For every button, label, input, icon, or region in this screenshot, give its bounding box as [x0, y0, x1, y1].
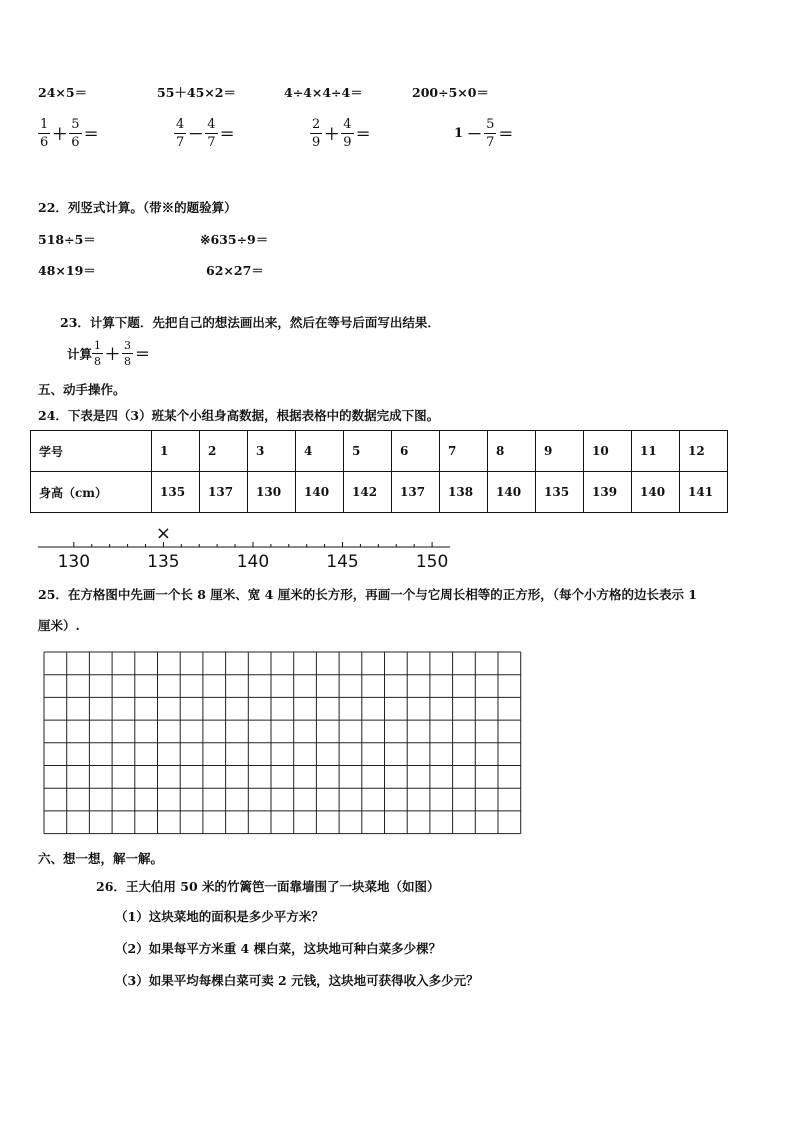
expr-48x19: 48×19＝	[38, 263, 96, 278]
number-line-label: 140	[236, 552, 270, 572]
question-24-title: 24．下表是四（3）班某个小组身高数据，根据表格中的数据完成下图。	[38, 408, 440, 423]
fraction-expr-2: $\frac{4}{7}$ － $\frac{4}{7}$ ＝	[176, 117, 235, 150]
height-cell: 140	[488, 472, 536, 513]
number-line-label: 150	[415, 552, 449, 572]
height-cell: 138	[440, 472, 488, 513]
question-25-line-2: 厘米）.	[38, 618, 80, 633]
student-number-cell: 9	[536, 431, 584, 472]
number-line-label: 145	[326, 552, 359, 572]
student-number-cell: 8	[488, 431, 536, 472]
question-23-title: 23．计算下题．先把自己的想法画出来，然后在等号后面写出结果．	[60, 315, 440, 330]
number-line-label: 130	[57, 552, 91, 572]
student-number-cell: 7	[440, 431, 488, 472]
height-cell: 140	[296, 472, 344, 513]
table-row	[31, 472, 728, 513]
expr-24x5: 24×5＝	[38, 85, 88, 100]
row-header-height: 身高（cm）	[31, 472, 152, 513]
height-cell: 137	[200, 472, 248, 513]
expr-518div5: 518÷5＝	[38, 232, 96, 247]
question-25-line-1: 25．在方格图中先画一个长 8 厘米、宽 4 厘米的长方形，再画一个与它周长相等的正方形，（每个小方格的边长表示 1	[38, 587, 697, 602]
height-cell: 137	[392, 472, 440, 513]
number-line-label: 135	[147, 552, 180, 572]
height-cell: 139	[584, 472, 632, 513]
question-23-expr: 计算 $\frac{1}{8}$ ＋ $\frac{3}{8}$ ＝	[67, 339, 151, 368]
expr-62x27: 62×27＝	[206, 263, 264, 278]
table-row	[31, 431, 728, 472]
section-5-heading: 五、动手操作。	[38, 382, 126, 397]
student-number-cell: 5	[344, 431, 392, 472]
expr-200div5x0: 200÷5×0＝	[412, 85, 489, 100]
fraction-expr-1: $\frac{1}{6}$ ＋ $\frac{5}{6}$ ＝	[40, 117, 99, 150]
question-26-sub-3: （3）如果平均每棵白菜可卖 2 元钱，这块地可获得收入多少元？	[115, 973, 479, 988]
number-line-marker: ×	[155, 523, 171, 544]
student-number-cell: 11	[632, 431, 680, 472]
height-cell: 140	[632, 472, 680, 513]
student-number-cell: 2	[200, 431, 248, 472]
height-data-table	[30, 430, 728, 513]
expr-55-45x2: 55＋45×2＝	[157, 85, 236, 100]
question-26-sub-2: （2）如果每平方米重 4 棵白菜，这块地可种白菜多少棵？	[115, 941, 442, 956]
fraction-expr-3: $\frac{2}{9}$ ＋ $\frac{4}{9}$ ＝	[312, 117, 371, 150]
number-line	[0, 515, 794, 575]
row-header-number: 学号	[31, 431, 152, 472]
height-cell: 135	[536, 472, 584, 513]
student-number-cell: 12	[680, 431, 728, 472]
height-cell: 141	[680, 472, 728, 513]
question-26-title: 26．王大伯用 50 米的竹篱笆一面靠墙围了一块菜地（如图）	[96, 879, 440, 894]
square-grid[interactable]	[40, 648, 526, 838]
height-cell: 130	[248, 472, 296, 513]
fraction-expr-4: 1 － $\frac{5}{7}$ ＝	[454, 117, 514, 150]
section-6-heading: 六、想一想，解一解。	[38, 851, 164, 866]
question-22-title: 22．列竖式计算。（带※的题验算）	[38, 200, 237, 215]
height-cell: 142	[344, 472, 392, 513]
student-number-cell: 1	[152, 431, 200, 472]
student-number-cell: 4	[296, 431, 344, 472]
height-cell: 135	[152, 472, 200, 513]
student-number-cell: 10	[584, 431, 632, 472]
expr-635div9: ※635÷9＝	[200, 232, 269, 247]
student-number-cell: 3	[248, 431, 296, 472]
expr-4div4x4div4: 4÷4×4÷4＝	[284, 85, 363, 100]
student-number-cell: 6	[392, 431, 440, 472]
question-26-sub-1: （1）这块菜地的面积是多少平方米？	[115, 909, 324, 924]
